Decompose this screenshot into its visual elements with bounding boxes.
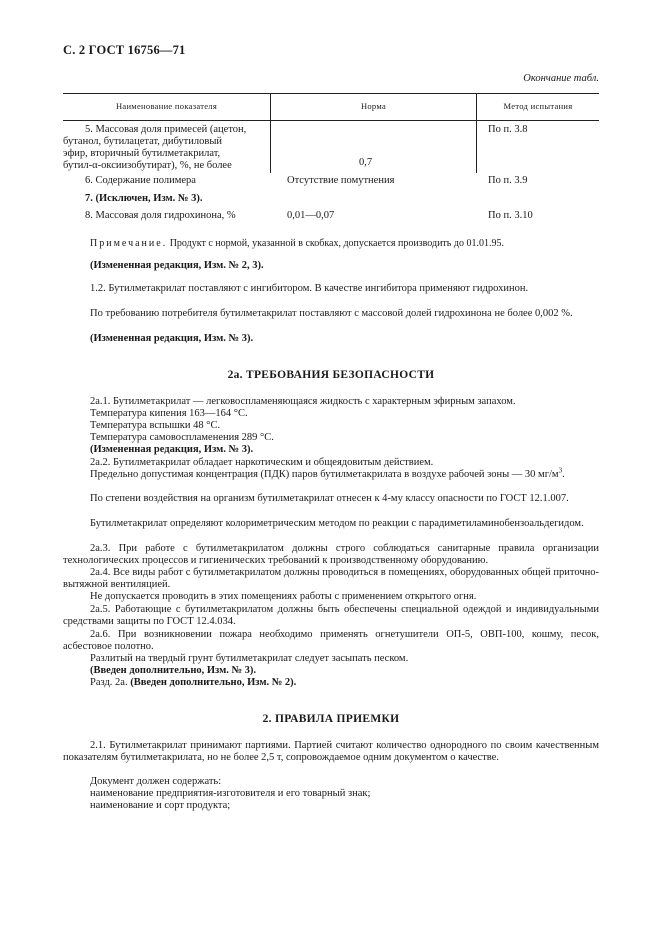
amendment-note: (Введен дополнительно, Изм. № 3). [90,665,257,676]
table-top-rule [63,93,599,94]
section-title-acceptance: 2. ПРАВИЛА ПРИЕМКИ [262,713,400,725]
row-name: 7. (Исключен, Изм. № 3). [85,193,203,204]
pdk-text: Предельно допустимая концентрация (ПДК) паров бутилметакрилата в воздухе рабочей зоны — 30 мг/м [90,469,559,480]
flash-point: Температура вспышки 48 °С. [90,420,221,431]
section-amendment-text: (Введен дополнительно, Изм. № 2). [130,677,297,688]
row-name: 6. Содержание полимера [85,175,196,186]
colorimetric-paragraph: Бутилметакрилат определяют колориметрическим методом по реакции с парадиметиламинобензоальдегидом. [90,518,584,529]
row-norm: 0,7 [359,157,373,168]
page-header: С. 2 ГОСТ 16756—71 [63,43,186,57]
paragraph-2a-5: 2а.5. Работающие с бутилметакрилатом должны быть обеспечены специальной одеждой и индивидуальными средствами защиты по ГОСТ 12.4.034. [63,604,599,628]
list-item: наименование и сорт продукта; [90,800,231,811]
column-header-name: Наименование показателя [115,101,218,111]
paragraph-2a-6: 2а.6. При возникновении пожара необходимо применять огнетушители ОП-5, ОВП-100, кошму, песок, асбестовое полотно. [63,629,599,653]
section-title-safety: 2а. ТРЕБОВАНИЯ БЕЗОПАСНОСТИ [227,369,435,381]
row-method: По п. 3.8 [488,124,528,135]
paragraph-2a-3: 2а.3. При работе с бутилметакрилатом должны строго соблюдаться санитарные правила организации технологических процессов и гигиенических требований к производственному оборудованию. [63,543,599,567]
pdk-end: . [562,469,565,480]
note-text: Продукт с нормой, указанной в скобках, допускается производить до 01.01.95. [169,238,504,249]
autoignition-temp: Температура самовоспламенения 289 °С. [90,432,274,443]
pdk-superscript: 3 [558,466,563,475]
column-header-norm: Норма [360,101,387,111]
row-norm: 0,01—0,07 [287,210,335,221]
paragraph-text: 1.2. Бутилметакрилат поставляют с ингибитором. В качестве ингибитора применяют гидрохинон. [90,283,529,294]
row-name-line: бутанол, бутилацетат, дибутиловый [63,136,223,147]
hazard-class-paragraph: По степени воздействия на организм бутилметакрилат отнесен к 4-му классу опасности по ГОСТ 12.1.007. [90,493,569,504]
amendment-note: (Измененная редакция, Изм. № 2, 3). [90,260,264,271]
table-header-rule [63,120,599,121]
paragraph-2a-4: 2а.4. Все виды работ с бутилметакрилатом должны проводиться в помещениях, оборудованных общей приточно-вытяжной вентиляцией. [63,567,599,591]
table-col-divider-2b [476,121,477,173]
open-fire-prohibition: Не допускается проводить в этих помещениях работы с применением открытого огня. [90,591,477,602]
paragraph-1-2-b [90,308,599,320]
section-amendment [90,677,296,689]
paragraph-1-2 [90,283,599,295]
note-label: Примечание. [90,238,168,249]
table-note [90,238,504,250]
row-name-line: бутил-α-оксиизобутират), %, не более [63,160,232,171]
amendment-note: (Измененная редакция, Изм. № 3). [90,333,254,344]
spill-instruction: Разлитый на твердый грунт бутилметакрилат следует засыпать песком. [90,653,409,664]
row-method: По п. 3.10 [488,210,533,221]
section-amendment-prefix: Разд. 2а. [90,677,128,688]
paragraph-2a-1: 2а.1. Бутилметакрилат — легковоспламеняющаяся жидкость с характерным эфирным запахом. [90,396,516,407]
list-item: наименование предприятия-изготовителя и его товарный знак; [90,788,371,799]
row-name-line: эфир, вторичный бутилметакрилат, [63,148,221,159]
row-name-line: 5. Массовая доля примесей (ацетон, [85,124,247,135]
paragraph-2-1: 2.1. Бутилметакрилат принимают партиями. Партией считают количество однородного по своим качественным показателям бутилметакрилата, но не более 2,5 т, сопровождаемое одним документом о качестве. [63,740,599,764]
row-method: По п. 3.9 [488,175,528,186]
table-col-divider-1b [270,121,271,173]
boiling-point: Температура кипения 163—164 °С. [90,408,248,419]
amendment-note: (Измененная редакция, Изм. № 3). [90,444,254,455]
row-norm: Отсутствие помутнения [287,175,395,186]
column-header-method: Метод испытания [503,101,573,111]
document-contents-intro: Документ должен содержать: [90,776,222,787]
paragraph-text: По требованию потребителя бутилметакрилат поставляют с массовой долей гидрохинона не более 0,002 %. [90,308,573,319]
table-continuation-label: Окончание табл. [523,73,599,84]
paragraph-2a-2: 2а.2. Бутилметакрилат обладает наркотическим и общеядовитым действием. [90,457,434,468]
row-name: 8. Массовая доля гидрохинона, % [85,210,236,221]
pdk-paragraph [63,466,599,481]
